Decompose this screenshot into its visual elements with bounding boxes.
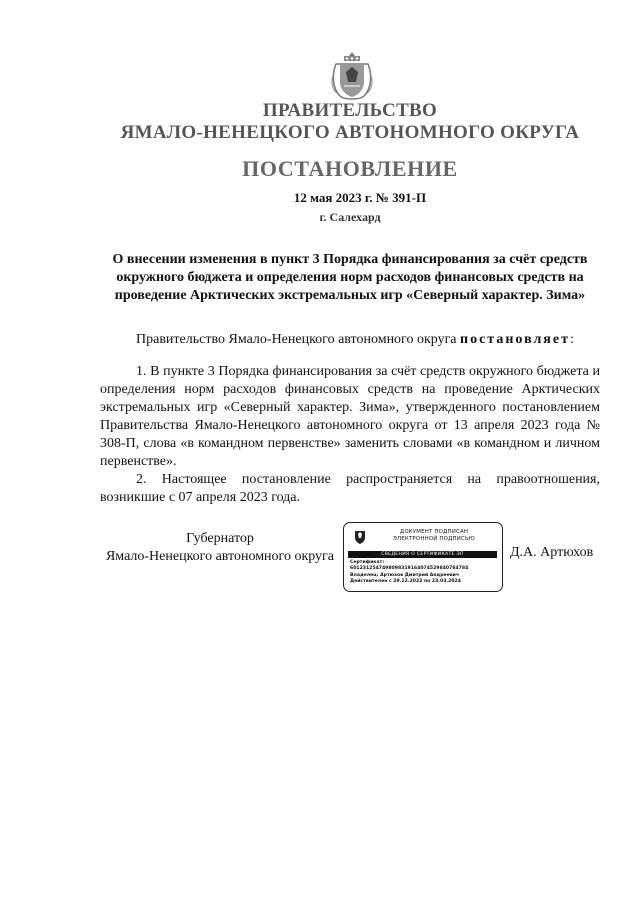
government-line-2: ЯМАЛО-НЕНЕЦКОГО АВТОНОМНОГО ОКРУГА <box>120 122 580 143</box>
city: г. Салехард <box>319 210 381 224</box>
stamp-owner: Владелец: Артюхов Дмитрий Андреевич <box>350 572 460 578</box>
stamp-details <box>350 560 500 586</box>
signatory-line-1: Губернатор <box>186 531 254 546</box>
paragraph-1: 1. В пункте 3 Порядка финансирования за счёт средств окружного бюджета и определения норм расходов финансовых средств на проведение Арктических экстремальных игр «Северный характер. Зима», утвержденного постановлением Правительства Ямало-Ненецкого автономного округа от 13 апреля 2023 года № 308-П, слова «в командном первенстве» заменить словами «в командном и личном первенстве». <box>100 364 600 469</box>
preamble-keyword: постановляет <box>460 332 570 347</box>
stamp-title-2: ЭЛЕКТРОННОЙ ПОДПИСЬЮ <box>393 536 475 542</box>
stamp-emblem-icon <box>354 529 366 544</box>
stamp-cert-label: Сертификат: <box>350 560 385 565</box>
stamp-valid: Действителен с 29.12.2022 по 23.03.2024 <box>350 579 461 585</box>
stamp-cert-number: 6012312547498098319164074529840784784 <box>350 566 469 572</box>
stamp-title-1: ДОКУМЕНТ ПОДПИСАН <box>399 529 469 535</box>
preamble <box>100 331 600 349</box>
paragraph-2: 2. Настоящее постановление распространяется на правоотношения, возникшие с 07 апреля 2023 года. <box>100 472 600 505</box>
signatory-position <box>100 530 340 566</box>
date-and-number: 12 мая 2023 г. № 391-П <box>293 190 427 205</box>
electronic-signature-stamp <box>343 522 503 592</box>
government-line-1: ПРАВИТЕЛЬСТВО <box>262 100 438 121</box>
stamp-header <box>350 526 498 548</box>
preamble-suffix: : <box>569 332 574 347</box>
decree-body <box>100 331 600 507</box>
signatory-line-2: Ямало-Ненецкого автономного округа <box>105 549 335 564</box>
stamp-band: СВЕДЕНИЯ О СЕРТИФИКАТЕ ЭП <box>348 551 497 558</box>
coat-of-arms-icon <box>330 50 374 102</box>
government-title <box>0 100 640 144</box>
preamble-prefix: Правительство Ямало-Ненецкого автономного округа <box>136 332 461 347</box>
signatory-name: Д.А. Артюхов <box>510 545 594 560</box>
decree-subject: О внесении изменения в пункт 3 Порядка финансирования за счёт средств окружного бюджета и определения норм расходов финансовых средств на проведение Арктических экстремальных игр «Северный характер. Зима» <box>112 252 588 303</box>
decree-type: ПОСТАНОВЛЕНИЕ <box>242 156 458 181</box>
